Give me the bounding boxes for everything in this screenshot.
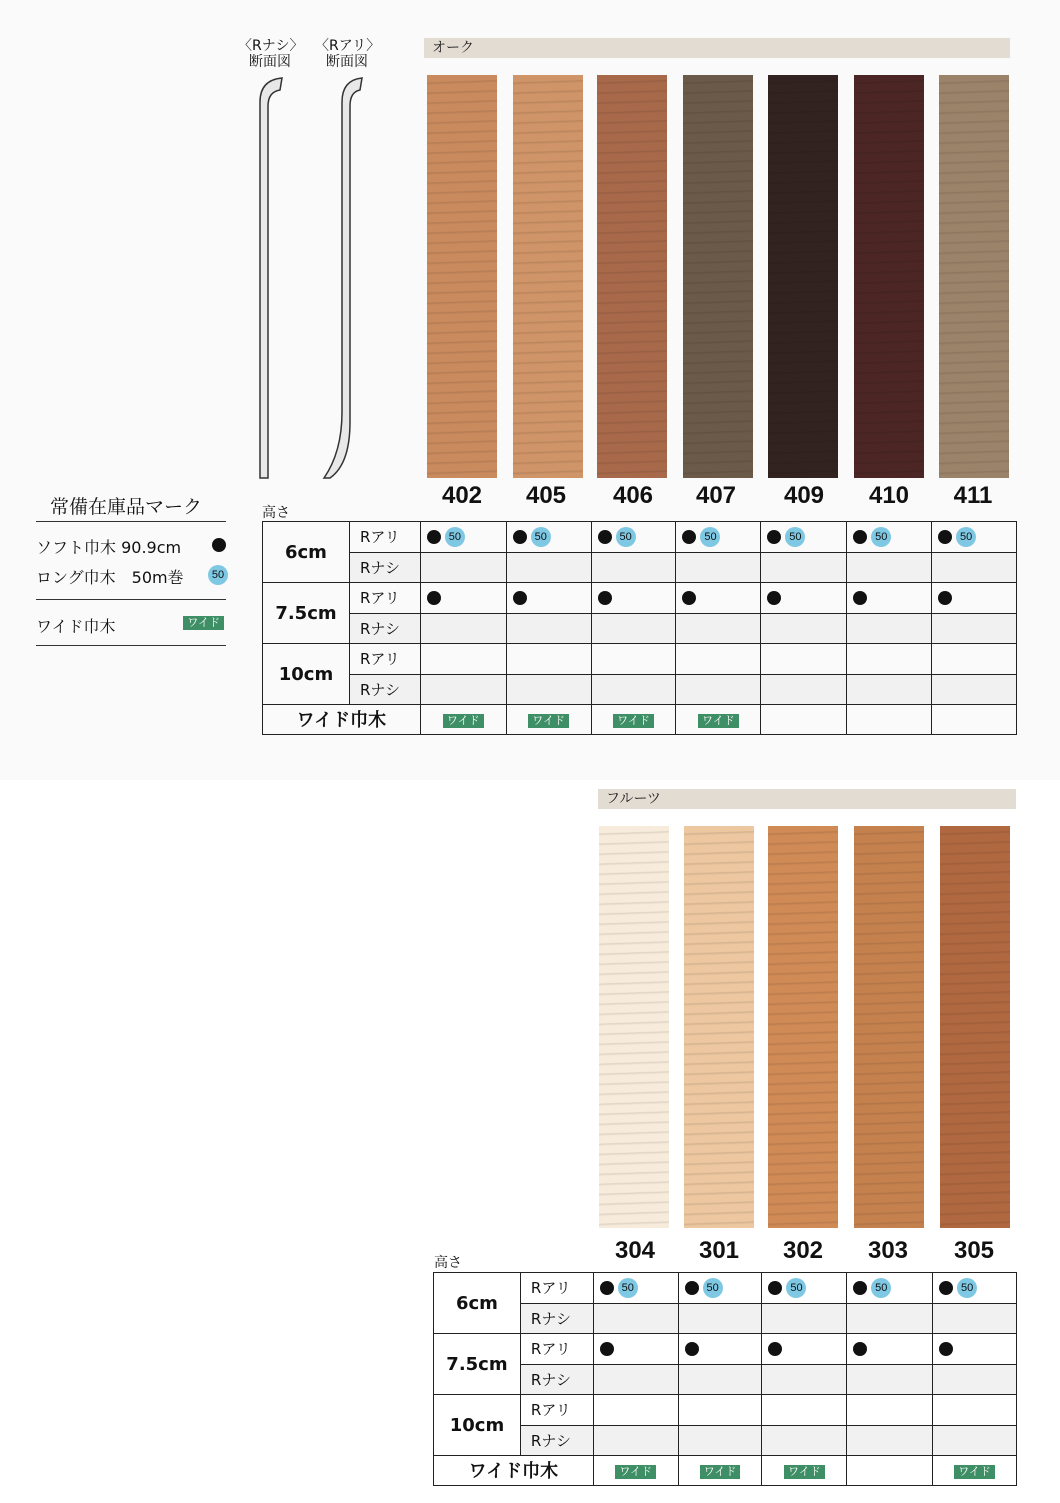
- availability-cell: [678, 1273, 762, 1304]
- color-code: 303: [867, 1237, 909, 1264]
- wide-availability-cell: [762, 1456, 847, 1486]
- ari-label-line1: 〈Rアリ〉: [315, 38, 381, 54]
- availability-cell: [506, 522, 591, 553]
- availability-cell: [593, 1334, 678, 1365]
- r-type-cell: Rナシ: [520, 1425, 593, 1456]
- stock-dot-icon: [938, 591, 952, 605]
- legend-wide-label: ワイド巾木: [36, 617, 116, 636]
- stock-dot-icon: [685, 1342, 699, 1356]
- availability-cell: [933, 1273, 1017, 1304]
- r-type-cell: Rアリ: [349, 522, 420, 553]
- oak-height-label: 高さ: [262, 505, 290, 521]
- wide-availability-cell: [591, 705, 676, 735]
- long-roll-50-badge: 50: [871, 527, 891, 547]
- table-row: [263, 613, 1017, 644]
- long-roll-50-badge: 50: [871, 1278, 891, 1298]
- color-code: 410: [868, 482, 910, 509]
- availability-cell: [847, 1334, 933, 1365]
- stock-dot-icon: [939, 1281, 953, 1295]
- wide-row: [263, 705, 1017, 735]
- height-cell: 6cm: [263, 522, 350, 583]
- long-roll-50-badge: 50: [618, 1278, 638, 1298]
- wide-availability-cell: [420, 705, 506, 735]
- r-type-cell: Rアリ: [520, 1273, 593, 1304]
- availability-cell: [847, 644, 932, 675]
- availability-cell: [420, 522, 506, 553]
- wood-swatch: [939, 75, 1009, 478]
- table-row: [434, 1273, 1017, 1304]
- wide-availability-cell: [932, 705, 1017, 735]
- long-roll-50-badge: 50: [445, 527, 465, 547]
- availability-cell: [762, 1425, 847, 1456]
- long-roll-50-badge: 50: [956, 527, 976, 547]
- wood-swatch: [684, 826, 754, 1228]
- color-code: 406: [612, 482, 654, 509]
- stock-dot-icon: [427, 530, 441, 544]
- wood-swatch: [599, 826, 669, 1228]
- availability-cell: [676, 674, 761, 705]
- wood-swatch: [768, 75, 838, 478]
- wide-badge: ワイド: [784, 1465, 825, 1479]
- availability-cell: [506, 552, 591, 583]
- availability-cell: [676, 583, 761, 614]
- nashi-cross-section-label: [238, 38, 302, 70]
- table-row: [434, 1425, 1017, 1456]
- color-code: 304: [614, 1237, 656, 1264]
- table-row: [263, 674, 1017, 705]
- availability-cell: [420, 613, 506, 644]
- height-cell: 7.5cm: [434, 1334, 521, 1395]
- availability-cell: [678, 1395, 762, 1426]
- availability-cell: [676, 552, 761, 583]
- table-row: [263, 644, 1017, 675]
- availability-cell: [932, 583, 1017, 614]
- oak-section-title: オーク: [424, 38, 1010, 58]
- ari-profile-shape: [324, 78, 362, 478]
- height-cell: 10cm: [263, 644, 350, 705]
- stock-dot-icon: [513, 530, 527, 544]
- availability-cell: [676, 522, 761, 553]
- stock-dot-icon: [853, 530, 867, 544]
- availability-cell: [932, 522, 1017, 553]
- stock-dot-icon: [513, 591, 527, 605]
- table-row: [263, 522, 1017, 553]
- r-type-cell: Rナシ: [349, 613, 420, 644]
- wood-swatch: [513, 75, 583, 478]
- wood-swatch: [940, 826, 1010, 1228]
- availability-cell: [847, 674, 932, 705]
- availability-cell: [762, 1303, 847, 1334]
- long-roll-50-badge: 50: [616, 527, 636, 547]
- availability-cell: [932, 644, 1017, 675]
- wood-swatch: [427, 75, 497, 478]
- r-type-cell: Rナシ: [349, 674, 420, 705]
- availability-cell: [847, 1425, 933, 1456]
- stock-dot-icon: [682, 530, 696, 544]
- wood-swatch: [768, 826, 838, 1228]
- availability-cell: [593, 1364, 678, 1395]
- availability-cell: [676, 613, 761, 644]
- color-code: 407: [695, 482, 737, 509]
- long-roll-50-badge: 50: [208, 565, 228, 585]
- legend-divider: [36, 521, 226, 522]
- stock-dot-icon: [427, 591, 441, 605]
- fruits-spec-table: [433, 1272, 1017, 1486]
- availability-cell: [506, 674, 591, 705]
- color-code: 402: [441, 482, 483, 509]
- availability-cell: [933, 1364, 1017, 1395]
- availability-cell: [847, 1395, 933, 1426]
- availability-cell: [761, 674, 847, 705]
- availability-cell: [676, 644, 761, 675]
- long-roll-50-badge: 50: [700, 527, 720, 547]
- r-type-cell: Rアリ: [520, 1395, 593, 1426]
- stock-dot-icon: [767, 530, 781, 544]
- availability-cell: [933, 1303, 1017, 1334]
- stock-dot-icon: [685, 1281, 699, 1295]
- availability-cell: [591, 644, 676, 675]
- availability-cell: [506, 613, 591, 644]
- availability-cell: [932, 552, 1017, 583]
- availability-cell: [591, 522, 676, 553]
- wide-row-label: ワイド巾木: [263, 705, 421, 735]
- availability-cell: [678, 1425, 762, 1456]
- long-roll-50-badge: 50: [957, 1278, 977, 1298]
- availability-cell: [420, 644, 506, 675]
- availability-cell: [761, 644, 847, 675]
- ari-cross-section-label: [315, 38, 379, 70]
- wide-availability-cell: [593, 1456, 678, 1486]
- nashi-label-line2: 断面図: [249, 54, 291, 70]
- stock-dot-icon: [600, 1281, 614, 1295]
- stock-dot-icon: [853, 1342, 867, 1356]
- availability-cell: [591, 674, 676, 705]
- availability-cell: [761, 613, 847, 644]
- stock-dot-icon: [768, 1342, 782, 1356]
- r-type-cell: Rアリ: [349, 583, 420, 614]
- availability-cell: [420, 674, 506, 705]
- legend-soft-label: ソフト巾木 90.9cm: [36, 538, 182, 557]
- availability-cell: [420, 583, 506, 614]
- availability-cell: [593, 1425, 678, 1456]
- availability-cell: [593, 1303, 678, 1334]
- wood-swatch: [854, 75, 924, 478]
- nashi-label-line1: 〈Rナシ〉: [238, 38, 304, 54]
- availability-cell: [591, 552, 676, 583]
- r-type-cell: Rナシ: [520, 1364, 593, 1395]
- legend-divider: [36, 599, 226, 600]
- wide-badge: ワイド: [700, 1465, 741, 1479]
- legend-divider: [36, 645, 226, 646]
- legend-long-row: [36, 565, 228, 588]
- availability-cell: [847, 1273, 933, 1304]
- availability-cell: [593, 1273, 678, 1304]
- availability-cell: [847, 552, 932, 583]
- availability-cell: [761, 583, 847, 614]
- wood-swatch: [683, 75, 753, 478]
- wood-swatch: [597, 75, 667, 478]
- legend-soft-row: [36, 535, 226, 558]
- availability-cell: [933, 1395, 1017, 1426]
- stock-dot-icon: [939, 1342, 953, 1356]
- availability-cell: [932, 613, 1017, 644]
- availability-cell: [847, 522, 932, 553]
- availability-cell: [847, 1303, 933, 1334]
- availability-cell: [593, 1395, 678, 1426]
- availability-cell: [933, 1334, 1017, 1365]
- stock-dot-icon: [598, 530, 612, 544]
- wide-badge: ワイド: [613, 714, 654, 728]
- r-type-cell: Rアリ: [520, 1334, 593, 1365]
- availability-cell: [847, 613, 932, 644]
- availability-cell: [762, 1364, 847, 1395]
- availability-cell: [591, 583, 676, 614]
- wide-badge: ワイド: [443, 714, 484, 728]
- availability-cell: [506, 583, 591, 614]
- height-cell: 6cm: [434, 1273, 521, 1334]
- height-cell: 7.5cm: [263, 583, 350, 644]
- wide-badge: ワイド: [698, 714, 739, 728]
- wide-availability-cell: [933, 1456, 1017, 1486]
- table-row: [434, 1395, 1017, 1426]
- availability-cell: [932, 674, 1017, 705]
- long-roll-50-badge: 50: [785, 527, 805, 547]
- ari-label-line2: 断面図: [326, 54, 368, 70]
- wide-badge: ワイド: [615, 1465, 656, 1479]
- availability-cell: [678, 1303, 762, 1334]
- stock-dot-icon: [600, 1342, 614, 1356]
- availability-cell: [847, 583, 932, 614]
- color-code: 409: [783, 482, 825, 509]
- availability-cell: [762, 1334, 847, 1365]
- stock-dot-icon: [853, 591, 867, 605]
- color-code: 305: [953, 1237, 995, 1264]
- legend-wide-row: [36, 614, 226, 637]
- availability-cell: [761, 552, 847, 583]
- wood-swatch: [854, 826, 924, 1228]
- color-code: 411: [953, 482, 993, 509]
- availability-cell: [678, 1334, 762, 1365]
- wide-availability-cell: [676, 705, 761, 735]
- stock-dot-icon: [598, 591, 612, 605]
- availability-cell: [762, 1395, 847, 1426]
- stock-dot-icon: [212, 538, 226, 552]
- nashi-profile-shape: [260, 78, 282, 478]
- legend-title: 常備在庫品マーク: [50, 496, 203, 518]
- table-row: [434, 1303, 1017, 1334]
- wide-badge: ワイド: [183, 616, 224, 630]
- long-roll-50-badge: 50: [703, 1278, 723, 1298]
- availability-cell: [933, 1425, 1017, 1456]
- table-row: [263, 552, 1017, 583]
- wide-row: [434, 1456, 1017, 1486]
- stock-dot-icon: [768, 1281, 782, 1295]
- height-cell: 10cm: [434, 1395, 521, 1456]
- availability-cell: [847, 1364, 933, 1395]
- availability-cell: [506, 644, 591, 675]
- stock-dot-icon: [767, 591, 781, 605]
- availability-cell: [420, 552, 506, 583]
- oak-spec-table: [262, 521, 1017, 735]
- color-code: 302: [782, 1237, 824, 1264]
- long-roll-50-badge: 50: [786, 1278, 806, 1298]
- availability-cell: [761, 522, 847, 553]
- table-row: [263, 583, 1017, 614]
- wide-row-label: ワイド巾木: [434, 1456, 594, 1486]
- color-code: 405: [525, 482, 567, 509]
- table-row: [434, 1364, 1017, 1395]
- legend-long-label: ロング巾木 50m巻: [36, 568, 184, 587]
- fruits-height-label: 高さ: [434, 1255, 462, 1271]
- wide-availability-cell: [847, 705, 932, 735]
- fruits-section-title: フルーツ: [598, 789, 1016, 809]
- wide-availability-cell: [847, 1456, 933, 1486]
- r-type-cell: Rアリ: [349, 644, 420, 675]
- wide-badge: ワイド: [528, 714, 569, 728]
- stock-dot-icon: [853, 1281, 867, 1295]
- wide-availability-cell: [678, 1456, 762, 1486]
- wide-availability-cell: [506, 705, 591, 735]
- availability-cell: [678, 1364, 762, 1395]
- availability-cell: [591, 613, 676, 644]
- stock-dot-icon: [682, 591, 696, 605]
- wide-badge: ワイド: [954, 1465, 995, 1479]
- wide-availability-cell: [761, 705, 847, 735]
- color-code: 301: [698, 1237, 740, 1264]
- cross-section-diagrams: [250, 72, 380, 482]
- table-row: [434, 1334, 1017, 1365]
- stock-dot-icon: [938, 530, 952, 544]
- r-type-cell: Rナシ: [520, 1303, 593, 1334]
- r-type-cell: Rナシ: [349, 552, 420, 583]
- availability-cell: [762, 1273, 847, 1304]
- long-roll-50-badge: 50: [531, 527, 551, 547]
